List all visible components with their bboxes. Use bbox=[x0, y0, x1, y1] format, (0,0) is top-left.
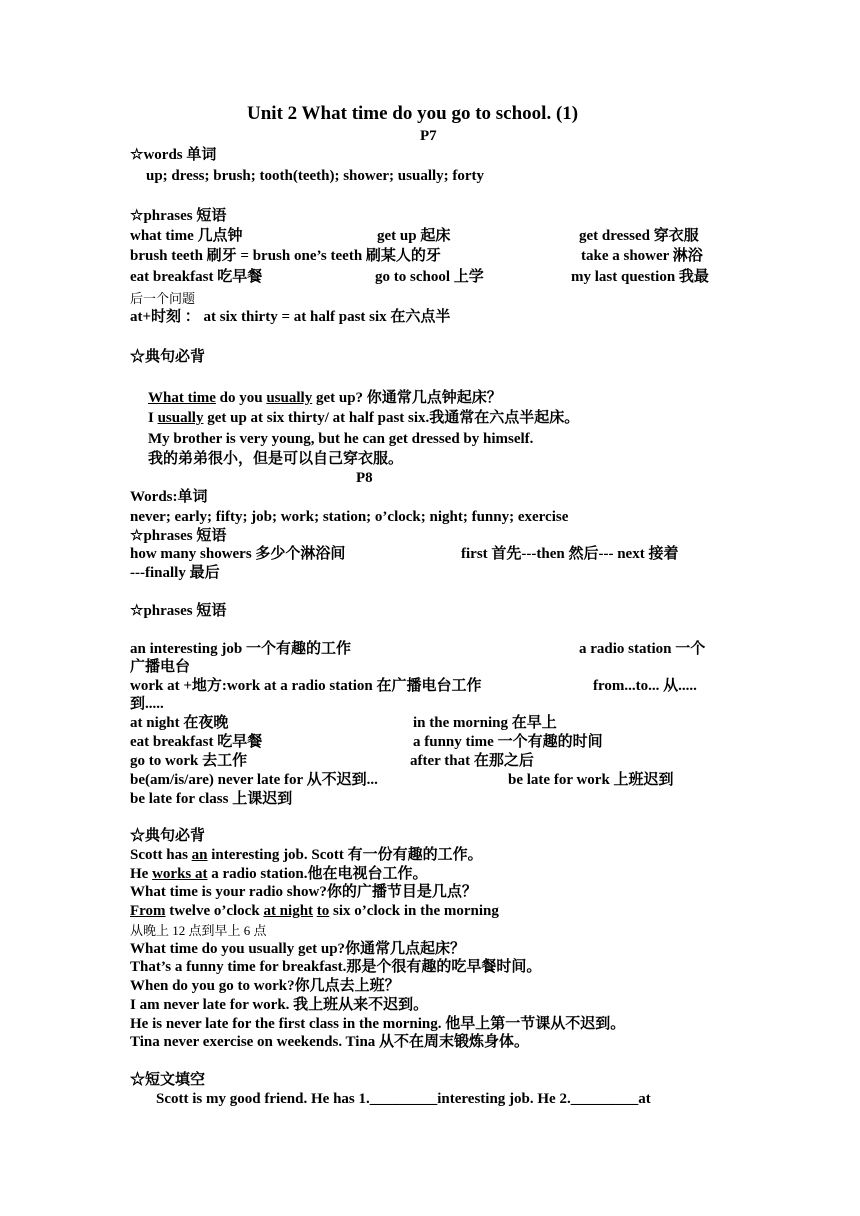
phrase-item: how many showers 多少个淋浴间 bbox=[130, 546, 346, 562]
example-sentence: What time do you usually get up? 你通常几点钟起床？ bbox=[148, 390, 502, 406]
words-list: never; early; fifty; job; work; station; o’clock; night; funny; exercise bbox=[130, 509, 569, 525]
phrase-item: be late for work 上班迟到 bbox=[508, 772, 674, 788]
phrase-wrap: 到..... bbox=[130, 696, 164, 712]
example-sentence: I usually get up at six thirty/ at half past six.我通常在六点半起床。 bbox=[148, 410, 580, 426]
phrase-item: my last question 我最 bbox=[571, 269, 709, 285]
phrase-item: go to school 上学 bbox=[375, 269, 484, 285]
words-heading: ☆words 单词 bbox=[130, 147, 217, 163]
sentences-heading: ☆典句必背 bbox=[130, 349, 206, 365]
at-time-rule: at+时刻 ： at six thirty = at half past six 在六点半 bbox=[130, 309, 451, 325]
example-sentence: My brother is very young, but he can get dressed by himself. bbox=[148, 431, 534, 447]
example-sentence: That’s a funny time for breakfast.那是个很有趣的吃早餐时间。 bbox=[130, 959, 542, 975]
phrase-item: be late for class 上课迟到 bbox=[130, 791, 293, 807]
blank-1: _________ bbox=[369, 1091, 438, 1107]
phrase-item: eat breakfast 吃早餐 bbox=[130, 269, 263, 285]
words-list: up; dress; brush; tooth(teeth); shower; usually; forty bbox=[146, 168, 485, 184]
page-number-p7: P7 bbox=[420, 128, 437, 144]
phrase-item: a radio station 一个 bbox=[579, 641, 706, 657]
example-translation: 我的弟弟很小，但是可以自己穿衣服。 bbox=[148, 451, 404, 467]
phrase-wrap: 后一个问题 bbox=[130, 291, 196, 306]
example-sentence: What time do you usually get up?你通常几点起床？ bbox=[130, 941, 466, 957]
phrase-item: get up 起床 bbox=[377, 228, 451, 244]
phrase-item: after that 在那之后 bbox=[410, 753, 534, 769]
example-sentence: Scott has an interesting job. Scott 有一份有趣的工作。 bbox=[130, 847, 483, 863]
phrase-item: an interesting job 一个有趣的工作 bbox=[130, 641, 351, 657]
phrase-item: take a shower 淋浴 bbox=[581, 248, 703, 264]
example-sentence: When do you go to work?你几点去上班？ bbox=[130, 978, 400, 994]
example-translation: 从晚上 12 点到早上 6 点 bbox=[130, 923, 267, 938]
phrase-item: be(am/is/are) never late for 从不迟到... bbox=[130, 772, 378, 788]
words-heading: Words:单词 bbox=[130, 489, 208, 505]
sentences-heading: ☆典句必背 bbox=[130, 828, 206, 844]
example-sentence: I am never late for work. 我上班从来不迟到。 bbox=[130, 997, 429, 1013]
blank-2: _________ bbox=[570, 1091, 639, 1107]
phrase-item: a funny time 一个有趣的时间 bbox=[413, 734, 603, 750]
phrase-item: in the morning 在早上 bbox=[413, 715, 557, 731]
page-title: Unit 2 What time do you go to school. (1) bbox=[247, 103, 579, 124]
phrases-heading: ☆phrases 短语 bbox=[130, 603, 227, 619]
example-sentence: From twelve o’clock at night to six o’clock in the morning bbox=[130, 903, 499, 919]
cloze-passage: Scott is my good friend. He has 1._________interesting job. He 2._________at bbox=[156, 1091, 651, 1107]
phrase-item: brush teeth 刷牙 = brush one’s teeth 刷某人的牙 bbox=[130, 248, 441, 264]
example-sentence: He works at a radio station.他在电视台工作。 bbox=[130, 866, 428, 882]
example-sentence: Tina never exercise on weekends. Tina 从不在周末锻炼身体。 bbox=[130, 1034, 530, 1050]
phrase-item: first 首先---then 然后--- next 接着 bbox=[461, 546, 679, 562]
phrase-item: go to work 去工作 bbox=[130, 753, 248, 769]
example-sentence: He is never late for the first class in the morning. 他早上第一节课从不迟到。 bbox=[130, 1016, 626, 1032]
phrases-heading: ☆phrases 短语 bbox=[130, 208, 227, 224]
phrase-item: from...to... 从..... bbox=[593, 678, 697, 694]
example-sentence: What time is your radio show?你的广播节目是几点？ bbox=[130, 884, 477, 900]
phrase-item: work at +地方:work at a radio station 在广播电台工作 bbox=[130, 678, 482, 694]
cloze-heading: ☆短文填空 bbox=[130, 1072, 206, 1088]
phrases-heading: ☆phrases 短语 bbox=[130, 528, 227, 544]
phrase-item: at night 在夜晚 bbox=[130, 715, 229, 731]
page-number-p8: P8 bbox=[356, 470, 373, 486]
phrase-item: what time 几点钟 bbox=[130, 228, 243, 244]
phrase-wrap: ---finally 最后 bbox=[130, 565, 220, 581]
phrase-wrap: 广播电台 bbox=[130, 659, 191, 675]
phrase-item: eat breakfast 吃早餐 bbox=[130, 734, 263, 750]
phrase-item: get dressed 穿衣服 bbox=[579, 228, 699, 244]
